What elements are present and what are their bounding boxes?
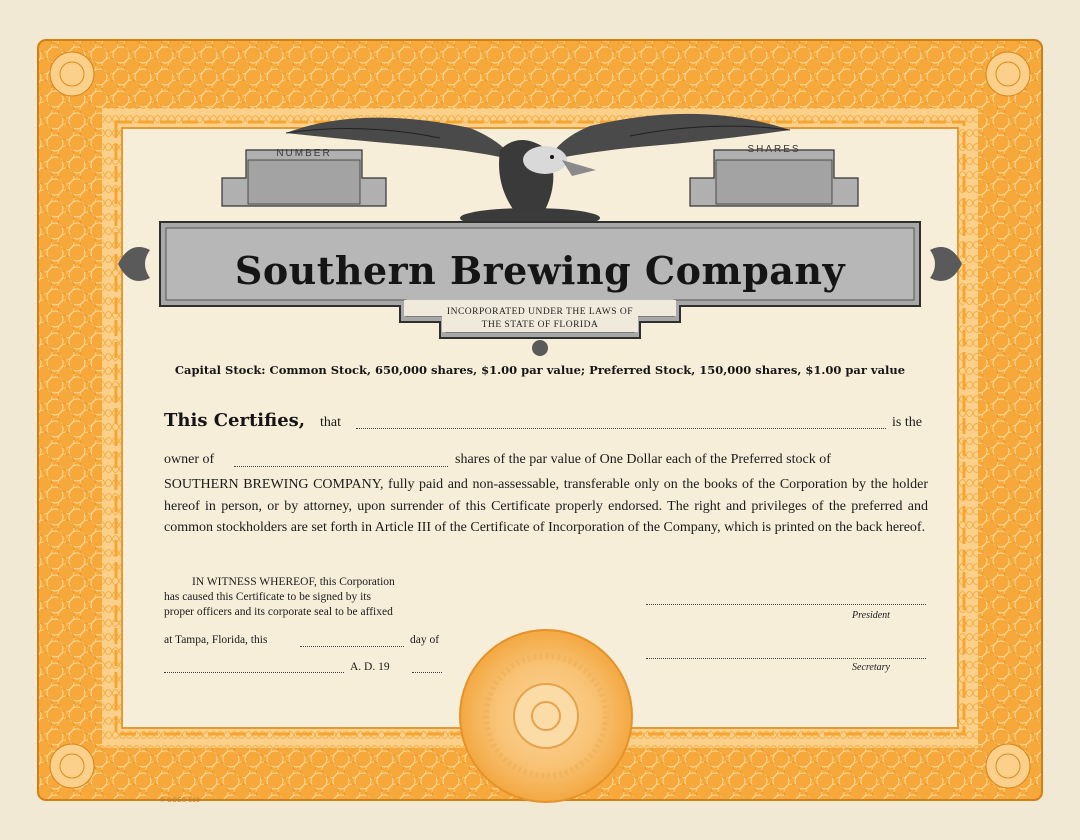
certifies-heading: This Certifies, [164,410,306,431]
shares-label: SHARES [747,144,801,155]
corporate-seal [460,630,632,802]
is-the-text: is the [892,415,922,430]
at-tampa-text: at Tampa, Florida, this [164,634,268,646]
year-field[interactable] [412,672,442,673]
body-paragraph: SOUTHERN BREWING COMPANY, fully paid and non-assessable, transferable only on the books of the Corporation by the holder hereof in person, or by attorney, upon surrender of this Certificate properly endorsed. The right and privileges of the preferred and common stockholders are set forth in Article III of the Certificate of Incorporation of the Company, which is printed on the back hereof. [164,477,928,535]
company-name: Southern Brewing Company [234,248,846,293]
day-of-text: day of [410,634,440,646]
month-field[interactable] [164,672,344,673]
holder-name-field[interactable] [356,428,886,429]
witness-block [164,575,448,620]
owner-of-text: owner of [164,452,215,467]
incorporated-line-2: THE STATE OF FLORIDA [481,320,599,330]
ad-19-text: A. D. 19 [350,661,390,673]
day-field[interactable] [300,646,404,647]
president-signature-line[interactable] [646,604,926,605]
that-text: that [320,415,341,430]
shares-panel [690,150,858,206]
printer-code: © GOES 513 [160,798,201,804]
witness-line-1: IN WITNESS WHEREOF, this Corporation [192,576,395,588]
president-label: President [852,610,890,621]
witness-line-3: proper officers and its corporate seal to be affixed [164,606,393,618]
shares-par-text: shares of the par value of One Dollar each of the Preferred stock of [455,452,831,467]
printer-code-text: GOES 513 [167,798,201,804]
secretary-signature-line[interactable] [646,658,926,659]
incorporated-line-1: INCORPORATED UNDER THE LAWS OF [446,307,634,317]
capital-stock-line: Capital Stock: Common Stock, 650,000 shares, $1.00 par value; Preferred Stock, 150,000 shares, $1.00 par value [174,363,906,377]
secretary-label: Secretary [852,662,890,673]
share-count-field[interactable] [234,466,448,467]
number-label: NUMBER [276,148,332,159]
witness-line-2: has caused this Certificate to be signed by its [164,591,371,603]
